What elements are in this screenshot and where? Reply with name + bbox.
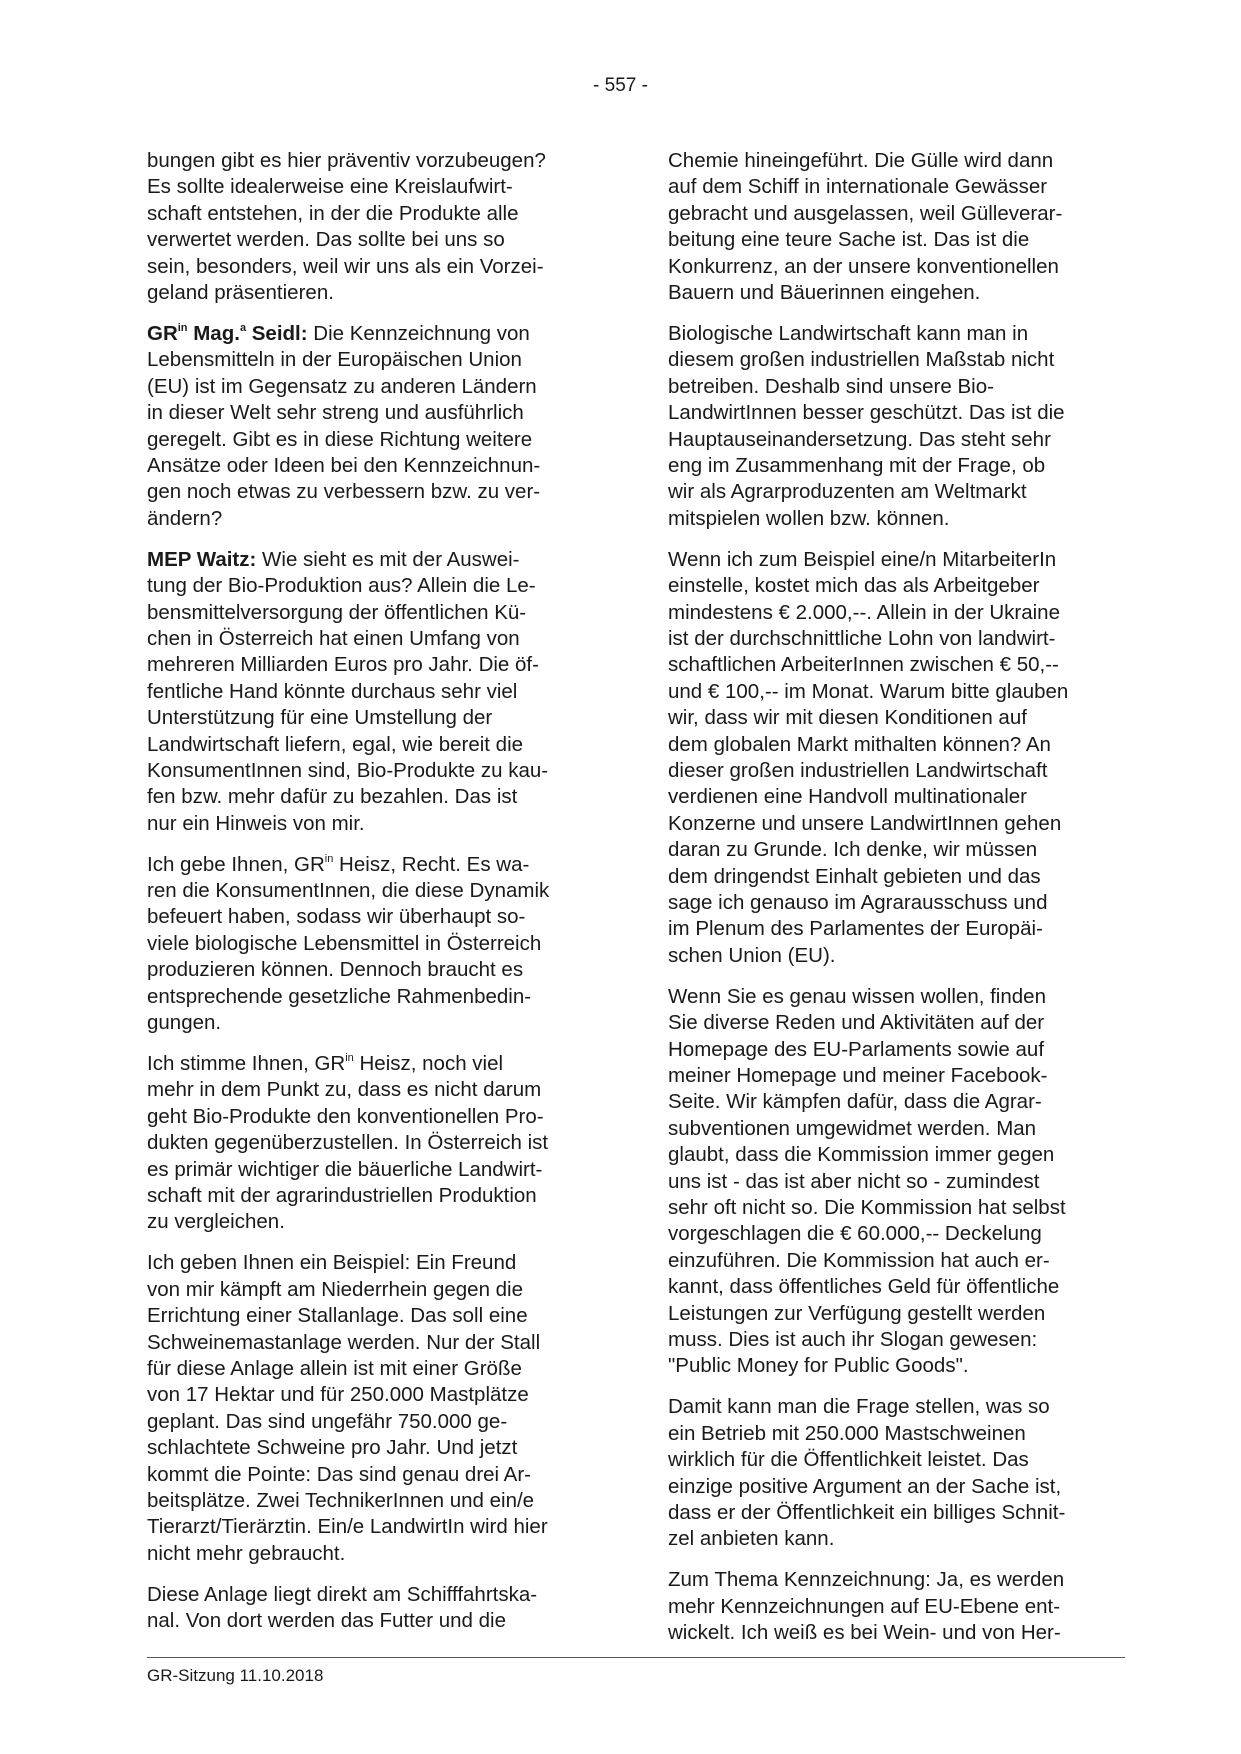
text-line: sage ich genauso im Agrarausschuss und xyxy=(668,890,1048,914)
text-line: verdienen eine Handvoll multinationaler xyxy=(668,785,1027,809)
speaker-name: $GR^{in}$ Mag.$^a$ Seidl: xyxy=(147,321,308,345)
text-line: sehr oft nicht so. Die Kommission hat selbst xyxy=(668,1195,1066,1219)
text-line: gungen. xyxy=(147,1011,222,1035)
text-line: geland präsentieren. xyxy=(147,281,334,305)
text-line: Damit kann man die Frage stellen, was so xyxy=(668,1395,1050,1419)
text-line: zu vergleichen. xyxy=(147,1210,285,1234)
text-line: Wenn ich zum Beispiel eine/n MitarbeiterIn xyxy=(668,547,1057,571)
text-line: Ich geben Ihnen ein Beispiel: Ein Freund xyxy=(147,1251,517,1275)
text-line: KonsumentInnen sind, Bio-Produkte zu kau- xyxy=(147,758,549,782)
text-line: mindestens € 2.000,--. Allein in der Ukraine xyxy=(668,600,1060,624)
text-line: dass er der Öffentlichkeit ein billiges Schnit- xyxy=(668,1500,1066,1524)
text-line: ändern? xyxy=(147,506,223,530)
page-number: - 557 - xyxy=(593,75,648,96)
text-line: fen bzw. mehr dafür zu bezahlen. Das ist xyxy=(147,785,518,809)
paragraph xyxy=(147,1250,602,1567)
text-line: mehr in dem Punkt zu, dass es nicht darum xyxy=(147,1078,542,1102)
text-line: Seite. Wir kämpfen dafür, dass die Agrar- xyxy=(668,1090,1042,1114)
text-line: $GR^{in}$ Mag.$^a$ Seidl: Die Kennzeichnung von xyxy=(147,321,530,345)
text-line: in dieser Welt sehr streng und ausführlich xyxy=(147,401,524,425)
text-line: Lebensmitteln in der Europäischen Union xyxy=(147,348,522,372)
paragraph xyxy=(668,1394,1123,1552)
text-line: schen Union (EU). xyxy=(668,943,836,967)
text-line: wickelt. Ich weiß es bei Wein- und von Her- xyxy=(668,1621,1061,1645)
text-line: einzuführen. Die Kommission hat auch er- xyxy=(668,1248,1050,1272)
text-line: von mir kämpft am Niederrhein gegen die xyxy=(147,1277,524,1301)
text-line: Hauptauseinandersetzung. Das steht sehr xyxy=(668,427,1051,451)
text-line: vorgeschlagen die € 60.000,-- Deckelung xyxy=(668,1222,1042,1246)
text-line: und € 100,-- im Monat. Warum bitte glauben xyxy=(668,679,1069,703)
text-line: Landwirtschaft liefern, egal, wie bereit die xyxy=(147,732,524,756)
text-line: glaubt, dass die Kommission immer gegen xyxy=(668,1143,1055,1167)
text-line: tung der Bio-Produktion aus? Allein die Le- xyxy=(147,574,536,598)
paragraph xyxy=(147,852,602,1037)
paragraph xyxy=(668,1567,1123,1646)
text-line: einzige positive Argument an der Sache ist, xyxy=(668,1474,1062,1498)
footer-divider xyxy=(147,1657,1125,1658)
text-line: einstelle, kostet mich das als Arbeitgeber xyxy=(668,574,1040,598)
text-line: nur ein Hinweis von mir. xyxy=(147,811,365,835)
text-line: meiner Homepage und meiner Facebook- xyxy=(668,1063,1048,1087)
text-line: nicht mehr gebraucht. xyxy=(147,1541,346,1565)
text-line: Konkurrenz, an der unsere konventionellen xyxy=(668,254,1059,278)
text-line: beitsplätze. Zwei TechnikerInnen und ein/e xyxy=(147,1489,535,1512)
text-line: "Public Money for Public Goods". xyxy=(668,1354,969,1378)
paragraph xyxy=(668,148,1123,306)
text-line: Errichtung einer Stallanlage. Das soll eine xyxy=(147,1304,528,1328)
text-line: Unterstützung für eine Umstellung der xyxy=(147,706,493,730)
text-line: geplant. Das sind ungefähr 750.000 ge- xyxy=(147,1409,508,1433)
text-line: uns ist - das ist aber nicht so - zumindest xyxy=(668,1169,1040,1193)
text-line: produzieren können. Dennoch braucht es xyxy=(147,958,524,982)
paragraph xyxy=(147,148,602,306)
text-line: auf dem Schiff in internationale Gewässer xyxy=(668,175,1048,199)
paragraph xyxy=(147,1051,602,1236)
text-line: schaft mit der agrarindustriellen Produktion xyxy=(147,1184,537,1208)
text-line: Konzerne und unsere LandwirtInnen gehen xyxy=(668,811,1062,835)
text-line: mehr Kennzeichnungen auf EU-Ebene ent- xyxy=(668,1594,1061,1618)
text-line: Zum Thema Kennzeichnung: Ja, es werden xyxy=(668,1568,1065,1592)
text-line: es primär wichtiger die bäuerliche Landwirt- xyxy=(147,1157,543,1181)
paragraph xyxy=(147,321,602,532)
paragraph xyxy=(147,1582,602,1635)
text-line: Ich gebe Ihnen, $GR^{in}$ Heisz, Recht. Es wa- xyxy=(147,852,530,876)
text-line: MEP Waitz: Wie sieht es mit der Auswei- xyxy=(147,547,520,571)
text-line: Ich stimme Ihnen, $GR^{in}$ Heisz, noch viel xyxy=(147,1052,504,1075)
text-line: für diese Anlage allein ist mit einer Größe xyxy=(147,1356,522,1380)
text-line: Leistungen zur Verfügung gestellt werden xyxy=(668,1301,1046,1325)
text-line: Tierarzt/Tierärztin. Ein/e LandwirtIn wird hier xyxy=(147,1515,548,1539)
text-line: Wenn Sie es genau wissen wollen, finden xyxy=(668,984,1046,1008)
text-line: viele biologische Lebensmittel in Österreich xyxy=(147,931,542,955)
paragraph xyxy=(668,547,1123,970)
text-line: dieser großen industriellen Landwirtschaft xyxy=(668,758,1048,782)
text-line: beitung eine teure Sache ist. Das ist die xyxy=(668,228,1030,252)
text-line: wirklich für die Öffentlichkeit leistet. Das xyxy=(668,1448,1029,1472)
text-line: zel anbieten kann. xyxy=(668,1527,835,1551)
text-line: befeuert haben, sodass wir überhaupt so- xyxy=(147,905,526,929)
paragraph xyxy=(668,984,1123,1380)
text-line: ist der durchschnittliche Lohn von landwirt- xyxy=(668,626,1056,650)
text-line: mitspielen wollen bzw. können. xyxy=(668,506,950,530)
text-line: eng im Zusammenhang mit der Frage, ob xyxy=(668,453,1046,477)
text-line: Es sollte idealerweise eine Kreislaufwirt- xyxy=(147,175,513,199)
text-line: schaft entstehen, in der die Produkte alle xyxy=(147,201,519,225)
text-line: wir, dass wir mit diesen Konditionen auf xyxy=(668,706,1027,730)
text-line: LandwirtInnen besser geschützt. Das ist die xyxy=(668,401,1065,425)
text-line: mehreren Milliarden Euros pro Jahr. Die öf- xyxy=(147,653,539,677)
text-line: geht Bio-Produkte den konventionellen Pro- xyxy=(147,1104,544,1128)
text-line: geregelt. Gibt es in diese Richtung weitere xyxy=(147,427,533,451)
footer-session-date: GR-Sitzung 11.10.2018 xyxy=(147,1666,324,1685)
text-line: Homepage des EU-Parlaments sowie auf xyxy=(668,1037,1045,1061)
text-line: sein, besonders, weil wir uns als ein Vorzei- xyxy=(147,254,544,278)
text-line: muss. Dies ist auch ihr Slogan gewesen: xyxy=(668,1327,1038,1351)
text-line: Diese Anlage liegt direkt am Schifffahrtska- xyxy=(147,1582,538,1606)
text-line: Sie diverse Reden und Aktivitäten auf der xyxy=(668,1011,1045,1035)
text-line: Chemie hineingeführt. Die Gülle wird dann xyxy=(668,149,1054,172)
text-line: bungen gibt es hier präventiv vorzubeugen? xyxy=(147,149,546,172)
text-line: dem globalen Markt mithalten können? An xyxy=(668,732,1051,756)
text-line: Schweinemastanlage werden. Nur der Stall xyxy=(147,1330,541,1354)
text-line: Bauern und Bäuerinnen eingehen. xyxy=(668,281,981,305)
text-line: gebracht und ausgelassen, weil Gülleverar- xyxy=(668,201,1063,225)
text-line: daran zu Grunde. Ich denke, wir müssen xyxy=(668,838,1038,862)
text-line: entsprechende gesetzliche Rahmenbedin- xyxy=(147,984,532,1008)
text-line: diesem großen industriellen Maßstab nicht xyxy=(668,348,1055,372)
text-line: ren die KonsumentInnen, die diese Dynamik xyxy=(147,879,550,903)
text-line: schaftlichen ArbeiterInnen zwischen € 50,-- xyxy=(668,653,1059,677)
text-line: nal. Von dort werden das Futter und die xyxy=(147,1609,506,1633)
text-line: kommt die Pointe: Das sind genau drei Ar- xyxy=(147,1462,531,1486)
text-line: von 17 Hektar und für 250.000 Mastplätze xyxy=(147,1383,529,1407)
text-line: dukten gegenüberzustellen. In Österreich ist xyxy=(147,1131,549,1155)
paragraph xyxy=(147,547,602,837)
text-line: chen in Österreich hat einen Umfang von xyxy=(147,626,520,650)
speaker-name: MEP Waitz: xyxy=(147,547,257,571)
text-line: bensmittelversorgung der öffentlichen Kü- xyxy=(147,600,527,624)
right-column xyxy=(668,148,1123,1661)
paragraph xyxy=(668,321,1123,532)
left-column xyxy=(147,148,602,1649)
text-line: fentliche Hand könnte durchaus sehr viel xyxy=(147,679,518,703)
text-line: subventionen umgewidmet werden. Man xyxy=(668,1116,1037,1140)
text-line: betreiben. Deshalb sind unsere Bio- xyxy=(668,374,994,398)
text-line: kannt, dass öffentliches Geld für öffentliche xyxy=(668,1275,1060,1299)
text-line: (EU) ist im Gegensatz zu anderen Ländern xyxy=(147,374,537,398)
text-line: ein Betrieb mit 250.000 Mastschweinen xyxy=(668,1421,1026,1445)
text-line: dem dringendst Einhalt gebieten und das xyxy=(668,864,1041,888)
text-line: Ansätze oder Ideen bei den Kennzeichnun- xyxy=(147,453,541,477)
text-line: im Plenum des Parlamentes der Europäi- xyxy=(668,917,1043,941)
text-line: schlachtete Schweine pro Jahr. Und jetzt xyxy=(147,1436,518,1460)
text-line: Biologische Landwirtschaft kann man in xyxy=(668,321,1029,345)
text-line: gen noch etwas zu verbessern bzw. zu ver- xyxy=(147,480,541,504)
text-line: verwertet werden. Das sollte bei uns so xyxy=(147,228,505,252)
text-line: wir als Agrarproduzenten am Weltmarkt xyxy=(668,480,1027,504)
